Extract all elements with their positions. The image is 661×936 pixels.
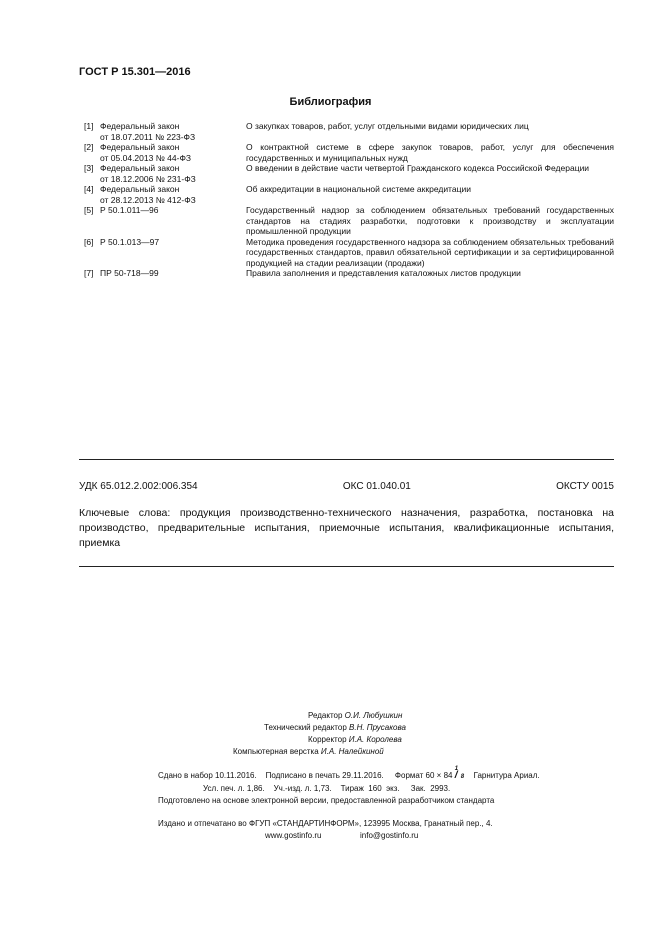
bibliography-entry [84, 163, 614, 184]
entry-ref-line: Р 50.1.011—96 [100, 205, 159, 215]
entry-ref-line: от 18.12.2006 № 231-ФЗ [100, 173, 196, 184]
bibliography-entry [84, 121, 614, 142]
bibliography-list [84, 121, 614, 279]
layout-line [233, 746, 384, 757]
entry-reference [100, 184, 246, 205]
tech-editor-label: Технический редактор [264, 723, 347, 732]
website-link[interactable]: www.gostinfo.ru [265, 831, 322, 840]
entry-ref-line: Федеральный закон [100, 121, 180, 131]
entry-reference [100, 205, 246, 237]
entry-number: [3] [84, 163, 94, 173]
tech-editor-name: В.Н. Прусакова [349, 723, 406, 732]
entry-ref-line: Федеральный закон [100, 163, 180, 173]
bibliography-entry [84, 142, 614, 163]
entry-number: [7] [84, 268, 94, 278]
typeset-date: Сдано в набор 10.11.2016. [158, 771, 257, 780]
entry-ref-line: Р 50.1.013—97 [100, 236, 160, 247]
top-divider [79, 459, 614, 460]
entry-number: [4] [84, 184, 94, 194]
okstu-code: ОКСТУ 0015 [556, 481, 614, 492]
corrector-line [308, 734, 402, 745]
entry-ref-line: от 05.04.2013 № 44-ФЗ [100, 152, 192, 163]
udk-code: УДК 65.012.2.002:006.354 [79, 481, 198, 492]
entry-description: О закупках товаров, работ, услуг отдельными видами юридических лиц [246, 121, 529, 131]
format: Формат 60 × 84 [394, 771, 453, 780]
entry-reference [100, 163, 246, 184]
classification-line [79, 481, 614, 492]
entry-number: [6] [84, 236, 94, 247]
entry-ref-line: от 28.12.2013 № 412-ФЗ [100, 194, 196, 205]
entry-description: О введении в действие части четвертой Гражданского кодекса Российской Федерации [246, 163, 590, 173]
entry-reference [100, 121, 246, 142]
typeface: Гарнитура Ариал. [473, 771, 540, 780]
entry-reference [100, 268, 246, 279]
format-fraction: 1 / 8 [454, 766, 465, 781]
entry-description: О контрактной системе в сфере закупок товаров, работ, услуг для обеспечения государственных и муниципальных нужд [246, 142, 614, 163]
signed-date: Подписано в печать 29.11.2016. [265, 771, 384, 780]
entry-ref-line: Федеральный закон [100, 142, 180, 152]
keywords: Ключевые слова: продукция производственно-технического назначения, разработка, постановка на производство, предварительные испытания, приемочные испытания, квалификационные испытания, приемка [79, 507, 614, 549]
tech-editor-line [264, 722, 406, 733]
entry-description: Правила заполнения и представления каталожных листов продукции [246, 268, 521, 278]
entry-ref-line: от 18.07.2011 № 223-ФЗ [100, 131, 196, 142]
standard-header: ГОСТ Р 15.301—2016 [79, 66, 191, 78]
email-link[interactable]: info@gostinfo.ru [360, 831, 419, 840]
entry-reference [100, 237, 246, 269]
fraction-numerator: 1 [454, 766, 459, 772]
editor-line [308, 710, 402, 721]
entry-description: Об аккредитации в национальной системе аккредитации [246, 184, 471, 194]
bibliography-entry [84, 205, 614, 237]
bottom-divider [79, 566, 614, 567]
entry-description: Государственный надзор за соблюдением обязательных требований государственных стандартов на стадиях разработки, подготовки к производству и эксплуатации промышленной продукции [246, 205, 614, 236]
corrector-name: И.А. Королева [348, 735, 402, 744]
entry-number: [2] [84, 142, 94, 152]
entry-reference [100, 142, 246, 163]
bibliography-entry [84, 237, 614, 269]
layout-label: Компьютерная верстка [233, 747, 319, 756]
bibliography-title: Библиография [289, 96, 372, 108]
print-details-line [158, 766, 540, 781]
print-volume-line: Усл. печ. л. 1,86. Уч.-изд. л. 1,73. Тираж 160 экз. Зак. 2993. [203, 784, 451, 793]
fraction-denominator: 8 [460, 774, 465, 780]
entry-number: [5] [84, 205, 94, 215]
entry-description: Методика проведения государственного надзора за соблюдением обязательных требований государственных стандартов, правил обязательной сертификации и за сертифицированной продукцией на стадии реализации (продажи) [246, 236, 614, 268]
corrector-label: Корректор [308, 735, 347, 744]
editor-label: Редактор [308, 711, 343, 720]
entry-ref-line: Федеральный закон [100, 184, 180, 194]
oks-code: ОКС 01.040.01 [342, 481, 411, 492]
entry-number: [1] [84, 121, 94, 131]
bibliography-entry [84, 184, 614, 205]
source-note: Подготовлено на основе электронной версии, предоставленной разработчиком стандарта [158, 796, 495, 805]
editor-name: О.И. Любушкин [344, 711, 403, 720]
publisher-line: Издано и отпечатано во ФГУП «СТАНДАРТИНФОРМ», 123995 Москва, Гранатный пер., 4. [158, 819, 493, 828]
entry-ref-line: ПР 50-718—99 [100, 268, 159, 278]
bibliography-entry [84, 268, 614, 279]
layout-name: И.А. Налейкиной [320, 747, 384, 756]
